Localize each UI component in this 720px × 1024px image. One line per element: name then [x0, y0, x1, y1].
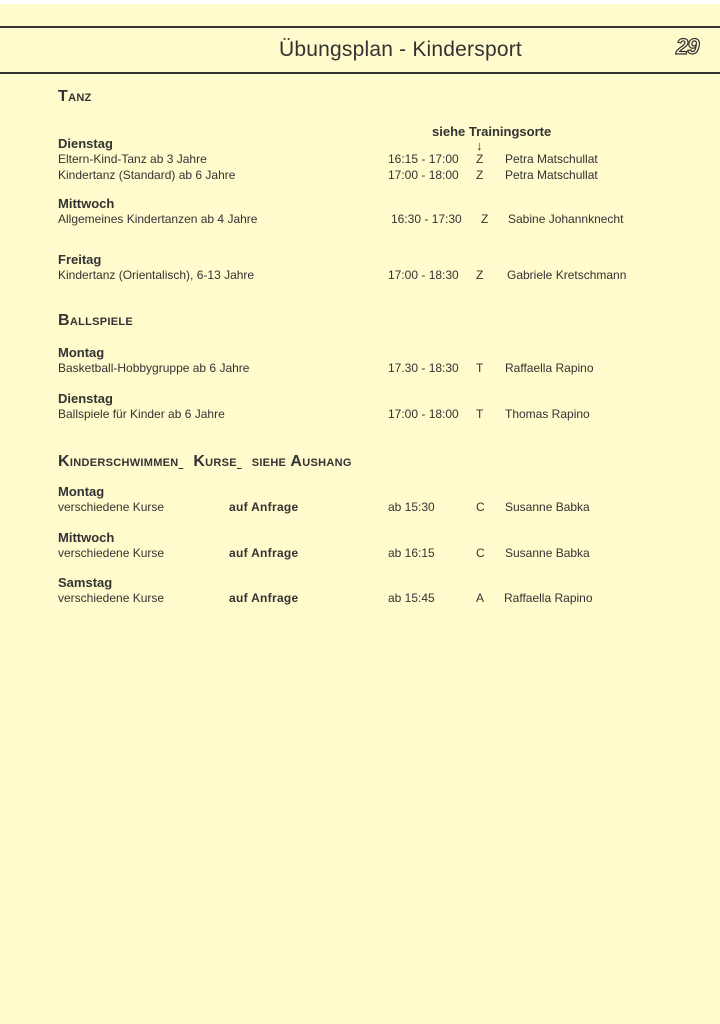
course-name: verschiedene Kurse	[58, 546, 165, 560]
course-time: 16:15 - 17:00	[388, 152, 459, 166]
table-row	[0, 268, 720, 284]
course-time: ab 16:15	[388, 546, 435, 560]
day-heading: Samstag	[58, 575, 113, 590]
course-name: Kindertanz (Standard) ab 6 Jahre	[58, 168, 236, 182]
table-row	[0, 591, 720, 607]
course-location: Z	[476, 152, 484, 166]
section-title-ballspiele: Ballspiele	[58, 312, 134, 329]
course-name: Ballspiele für Kinder ab 6 Jahre	[58, 407, 225, 421]
day-heading: Montag	[58, 484, 105, 499]
course-name: verschiedene Kurse	[58, 591, 165, 605]
page-title: Übungsplan - Kindersport	[279, 38, 522, 61]
course-time: 17.30 - 18:30	[388, 361, 459, 375]
course-name: verschiedene Kurse	[58, 500, 165, 514]
table-row	[0, 152, 720, 168]
course-trainer: Susanne Babka	[505, 500, 590, 514]
course-trainer: Thomas Rapino	[505, 407, 590, 421]
day-heading: Montag	[58, 345, 105, 360]
course-note: auf Anfrage	[229, 546, 299, 560]
course-note: auf Anfrage	[229, 591, 299, 605]
course-location: Z	[476, 268, 484, 282]
section-title-tanz: Tanz	[58, 88, 92, 105]
course-name: Eltern-Kind-Tanz ab 3 Jahre	[58, 152, 207, 166]
table-row	[0, 407, 720, 423]
table-row	[0, 361, 720, 377]
course-trainer: Raffaella Rapino	[505, 361, 594, 375]
arrow-down-icon: ↓	[476, 138, 483, 153]
locations-hint-label: siehe Trainingsorte	[432, 124, 552, 139]
page-number: 29	[676, 34, 699, 59]
day-heading: Freitag	[58, 252, 102, 267]
section-title-kinderschwimmen: Kinderschwimmen Kurse siehe Aushang	[58, 453, 352, 470]
course-trainer: Petra Matschullat	[505, 152, 598, 166]
course-trainer: Raffaella Rapino	[504, 591, 593, 605]
course-trainer: Sabine Johannknecht	[508, 212, 624, 226]
course-name: Allgemeines Kindertanzen ab 4 Jahre	[58, 212, 258, 226]
course-time: ab 15:30	[388, 500, 435, 514]
course-location: Z	[481, 212, 489, 226]
table-row	[0, 212, 720, 228]
course-time: 16:30 - 17:30	[391, 212, 462, 226]
day-heading: Dienstag	[58, 136, 113, 151]
course-name: Basketball-Hobbygruppe ab 6 Jahre	[58, 361, 250, 375]
course-location: Z	[476, 168, 484, 182]
table-row	[0, 500, 720, 516]
table-row	[0, 168, 720, 184]
day-heading: Mittwoch	[58, 530, 115, 545]
table-row	[0, 546, 720, 562]
course-trainer: Susanne Babka	[505, 546, 590, 560]
course-time: 17:00 - 18:30	[388, 268, 459, 282]
course-note: auf Anfrage	[229, 500, 299, 514]
course-trainer: Petra Matschullat	[505, 168, 598, 182]
course-time: 17:00 - 18:00	[388, 407, 459, 421]
page	[0, 4, 720, 1024]
course-location: C	[476, 546, 485, 560]
course-location: T	[476, 361, 484, 375]
course-location: A	[476, 591, 485, 605]
course-location: T	[476, 407, 484, 421]
day-heading: Mittwoch	[58, 196, 115, 211]
course-trainer: Gabriele Kretschmann	[507, 268, 627, 282]
course-name: Kindertanz (Orientalisch), 6-13 Jahre	[58, 268, 255, 282]
page-header	[0, 26, 720, 74]
course-time: ab 15:45	[388, 591, 435, 605]
day-heading: Dienstag	[58, 391, 113, 406]
course-location: C	[476, 500, 485, 514]
course-time: 17:00 - 18:00	[388, 168, 459, 182]
